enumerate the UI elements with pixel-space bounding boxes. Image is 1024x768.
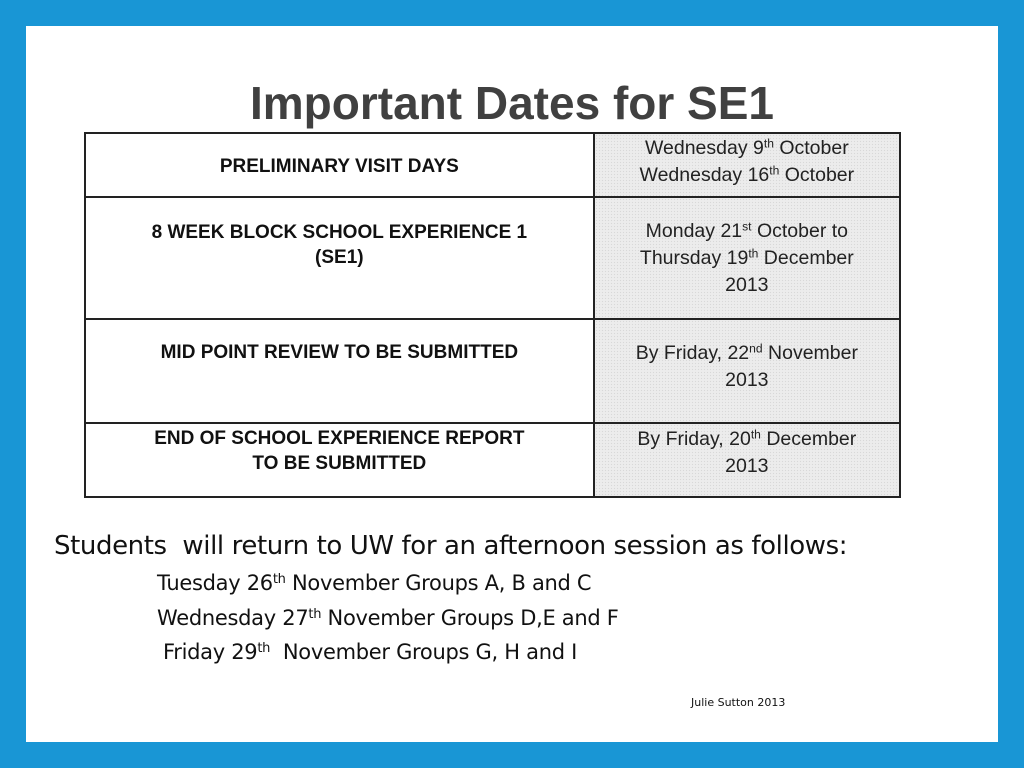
important-dates-table: [84, 132, 901, 498]
table-row: [85, 423, 900, 497]
event-label-line: (SE1): [315, 247, 364, 268]
event-label-line: MID POINT REVIEW TO BE SUBMITTED: [160, 342, 519, 363]
session-line: Tuesday 26th November Groups A, B and C: [157, 571, 592, 595]
table-row: [85, 197, 900, 319]
date-line: 2013: [725, 455, 769, 477]
slide-canvas: [26, 26, 998, 742]
event-label-cell: [85, 319, 594, 423]
event-label-line: TO BE SUBMITTED: [252, 453, 427, 474]
event-label-line: END OF SCHOOL EXPERIENCE REPORT: [154, 428, 525, 449]
table-row: [85, 133, 900, 197]
event-date-cell: [594, 319, 900, 423]
event-label-cell: [85, 133, 594, 197]
session-line: Wednesday 27th November Groups D,E and F: [157, 606, 619, 630]
date-line: By Friday, 22nd November: [635, 341, 858, 364]
return-session-notice: Students will return to UW for an afternoon session as follows:: [54, 531, 848, 561]
date-line: 2013: [725, 369, 769, 391]
session-line: Friday 29th November Groups G, H and I: [163, 640, 577, 664]
author-credit: Julie Sutton 2013: [691, 696, 786, 709]
slide-title: Important Dates for SE1: [250, 77, 774, 129]
date-line: 2013: [725, 274, 769, 296]
table-row: [85, 319, 900, 423]
date-line: Wednesday 16th October: [639, 163, 855, 186]
event-label-cell: [85, 423, 594, 497]
event-date-cell: [594, 423, 900, 497]
event-label-line: PRELIMINARY VISIT DAYS: [219, 156, 459, 177]
date-line: By Friday, 20th December: [637, 427, 857, 450]
date-line: Wednesday 9th October: [644, 136, 849, 159]
event-label-cell: [85, 197, 594, 319]
date-line: Thursday 19th December: [639, 246, 854, 269]
event-label-line: 8 WEEK BLOCK SCHOOL EXPERIENCE 1: [151, 222, 528, 243]
event-date-cell: [594, 197, 900, 319]
date-line: Monday 21st October to: [645, 219, 849, 242]
event-date-cell: [594, 133, 900, 197]
